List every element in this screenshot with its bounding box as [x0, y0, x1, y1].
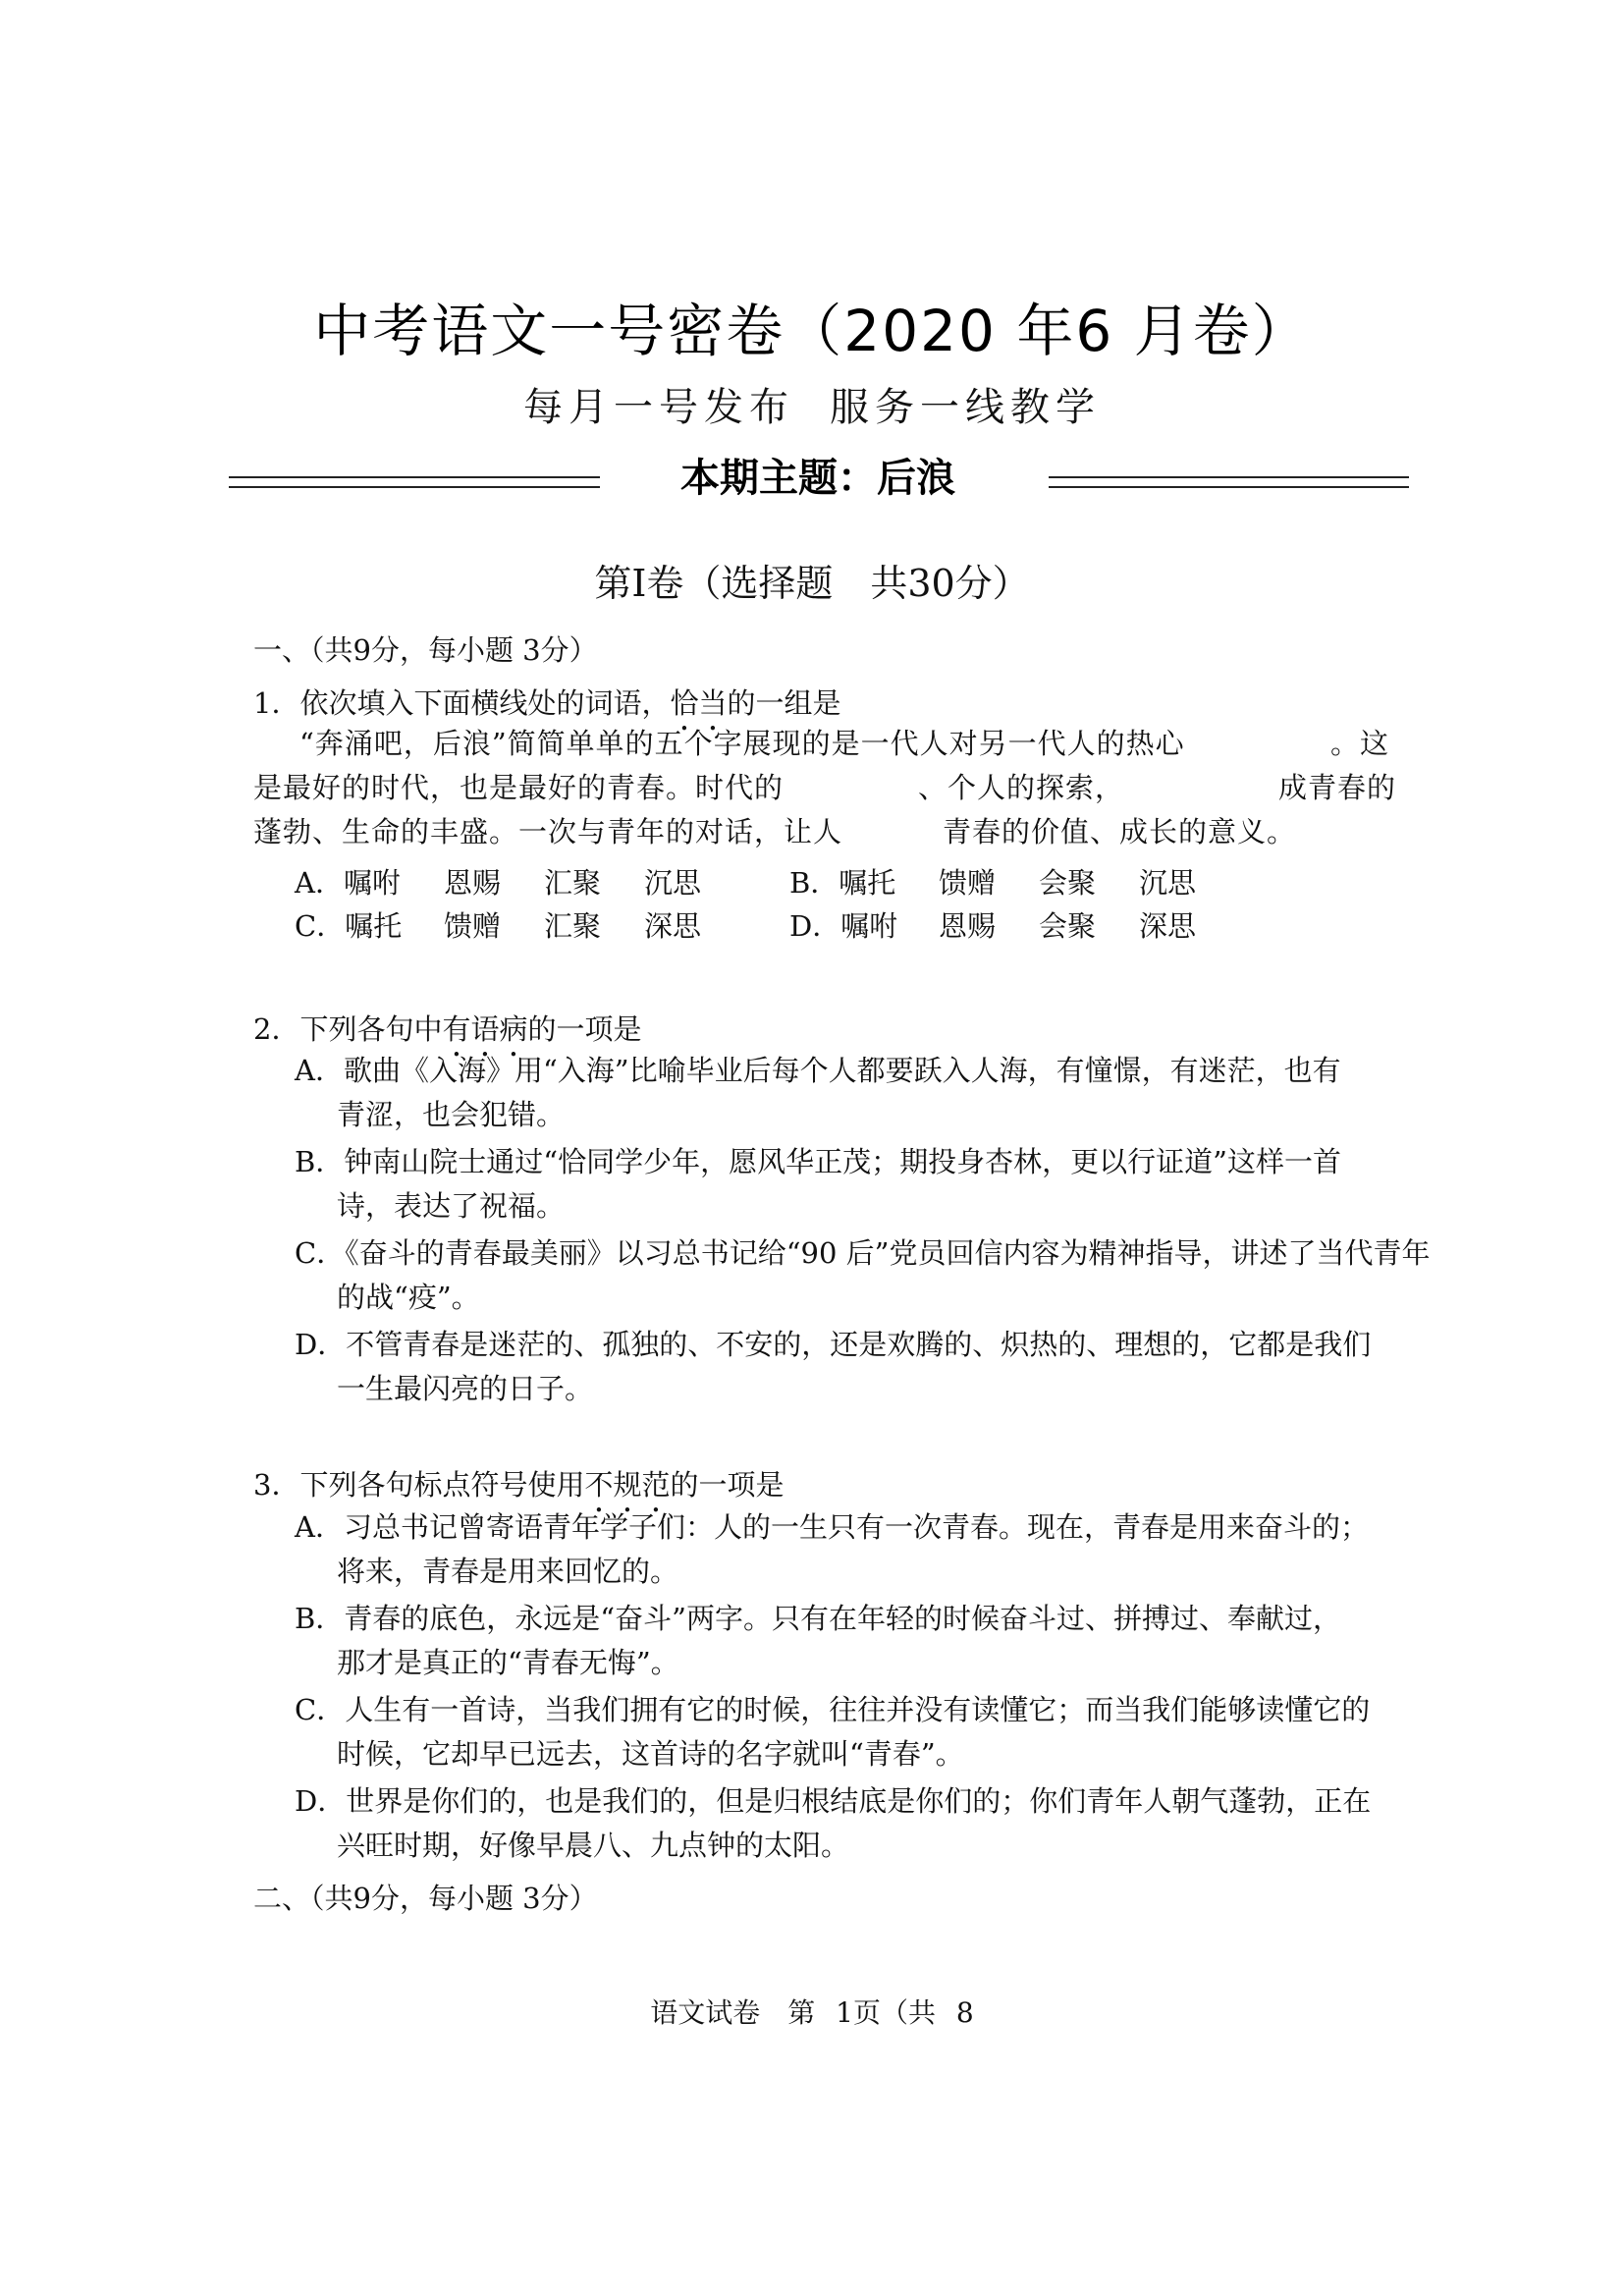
- question-1-passage-line-2c: 成青春的: [1278, 771, 1397, 804]
- section-title: 第Ⅰ卷（选择题 共30分）: [594, 562, 1030, 605]
- question-2-option-a-line-1: A．歌曲《入海》用“入海”比喻毕业后每个人都要跃入人海，有憧憬，有迷茫，也有: [295, 1054, 1341, 1087]
- double-rule-right: [1049, 476, 1409, 488]
- question-1-passage-line-1-end: 。这: [1330, 727, 1390, 760]
- question-2-option-a-line-2: 青涩，也会犯错。: [337, 1098, 566, 1131]
- question-2-option-b-line-2: 诗，表达了祝福。: [337, 1189, 566, 1223]
- question-3-stem-prefix: 3．下列各句标点符号使用: [253, 1468, 585, 1502]
- question-1-passage-line-2b: 、个人的探索，: [918, 771, 1125, 804]
- option-a-word-4: 沉思: [644, 866, 702, 900]
- question-3-option-d-line-1: D．世界是你们的，也是我们的，但是归根结底是你们的；你们青年人朝气蓬勃，正在: [295, 1784, 1372, 1818]
- theme-banner: [229, 447, 1407, 512]
- question-1-passage-line-3b: 青春的价值、成长的意义。: [943, 815, 1297, 848]
- question-1-passage-line-2a: 是最好的时代，也是最好的青春。时代的: [253, 771, 785, 804]
- exam-title: 中考语文一号密卷（2020 年6 月卷）: [313, 298, 1311, 364]
- question-3-option-d-line-2: 兴旺时期，好像早晨八、九点钟的太阳。: [337, 1829, 850, 1862]
- question-1-options-row-2: [295, 904, 1276, 944]
- question-2-stem-prefix: 2．下列各句中: [253, 1012, 443, 1046]
- option-b-word-2: 馈赠: [939, 866, 997, 900]
- question-2-stem-emphasis: 有语病: [442, 1012, 528, 1046]
- question-2-option-c-line-2: 的战“疫”。: [337, 1281, 480, 1314]
- option-d-word-4: 深思: [1139, 909, 1197, 943]
- question-3-option-c-line-2: 时候，它却早已远去，这首诗的名字就叫“青春”。: [337, 1737, 964, 1771]
- question-3-option-b-line-1: B．青春的底色，永远是“奋斗”两字。只有在年轻的时候奋斗过、拼搏过、奉献过，: [295, 1602, 1341, 1635]
- question-2-stem-suffix: 的一项是: [527, 1012, 642, 1046]
- option-c-word-1: C．嘱托: [295, 909, 403, 943]
- subtitle-left: 每月一号发布: [523, 385, 794, 430]
- issue-theme: 本期主题：后浪: [680, 456, 955, 501]
- question-3-option-a-line-1: A．习总书记曾寄语青年学子们：人的一生只有一次青春。现在，青春是用来奋斗的；: [295, 1510, 1369, 1544]
- option-d-word-2: 恩赐: [939, 909, 997, 943]
- question-1-passage-line-1: [299, 722, 1185, 762]
- option-a-word-3: 汇聚: [544, 866, 602, 900]
- option-b-word-1: B．嘱托: [789, 866, 896, 900]
- question-3-option-c-line-1: C．人生有一首诗，当我们拥有它的时候，往往并没有读懂它；而当我们能够读懂它的: [295, 1693, 1371, 1726]
- question-2-option-d-line-1: D．不管青春是迷茫的、孤独的、不安的，还是欢腾的、炽热的、理想的，它都是我们: [295, 1328, 1372, 1361]
- question-1-stem-prefix: 1．依次填入下面横线处的词语，: [253, 686, 671, 720]
- passage-1-segment-a: “奔涌吧，后浪”简简单单的五个字展现的是一代人对另一代人的热心: [299, 727, 1185, 760]
- question-1-passage-line-3a: 蓬勃、生命的丰盛。一次与青年的对话，让人: [253, 815, 843, 848]
- part-one-heading: 一、（共9分，每小题 3分）: [253, 633, 598, 667]
- question-2-option-b-line-1: B．钟南山院士通过“恰同学少年，愿风华正茂；期投身杏林，更以行证道”这样一首: [295, 1145, 1341, 1178]
- question-2-option-d-line-2: 一生最闪亮的日子。: [337, 1372, 594, 1405]
- question-1-stem-suffix: 的一组是: [727, 686, 841, 720]
- question-3-option-a-line-2: 将来，青春是用来回忆的。: [337, 1555, 679, 1588]
- option-a-word-2: 恩赐: [444, 866, 502, 900]
- option-d-word-1: D．嘱咐: [789, 909, 898, 943]
- option-a-word-1: A．嘱咐: [295, 866, 401, 900]
- subtitle-right: 服务一线教学: [830, 385, 1101, 430]
- option-c-word-3: 汇聚: [544, 909, 602, 943]
- option-d-word-3: 会聚: [1039, 909, 1097, 943]
- option-b-word-4: 沉思: [1139, 866, 1197, 900]
- option-b-word-3: 会聚: [1039, 866, 1097, 900]
- option-c-word-4: 深思: [644, 909, 702, 943]
- option-c-word-2: 馈赠: [444, 909, 502, 943]
- question-3-stem-emphasis: 不规范: [584, 1468, 671, 1502]
- page-footer: 语文试卷 第 1页（共 8: [650, 1996, 974, 2029]
- question-3-stem-suffix: 的一项是: [670, 1468, 785, 1502]
- part-two-heading: 二、（共9分，每小题 3分）: [253, 1882, 598, 1915]
- exam-subtitle: [0, 376, 1624, 432]
- question-1-stem-emphasis: 恰当: [670, 686, 728, 720]
- question-1-options-row-1: [295, 861, 1276, 901]
- question-2-option-c-line-1: C．《奋斗的青春最美丽》以习总书记给“90 后”党员回信内容为精神指导，讲述了当代青年: [295, 1236, 1431, 1270]
- question-3-option-b-line-2: 那才是真正的“青春无悔”。: [337, 1646, 679, 1679]
